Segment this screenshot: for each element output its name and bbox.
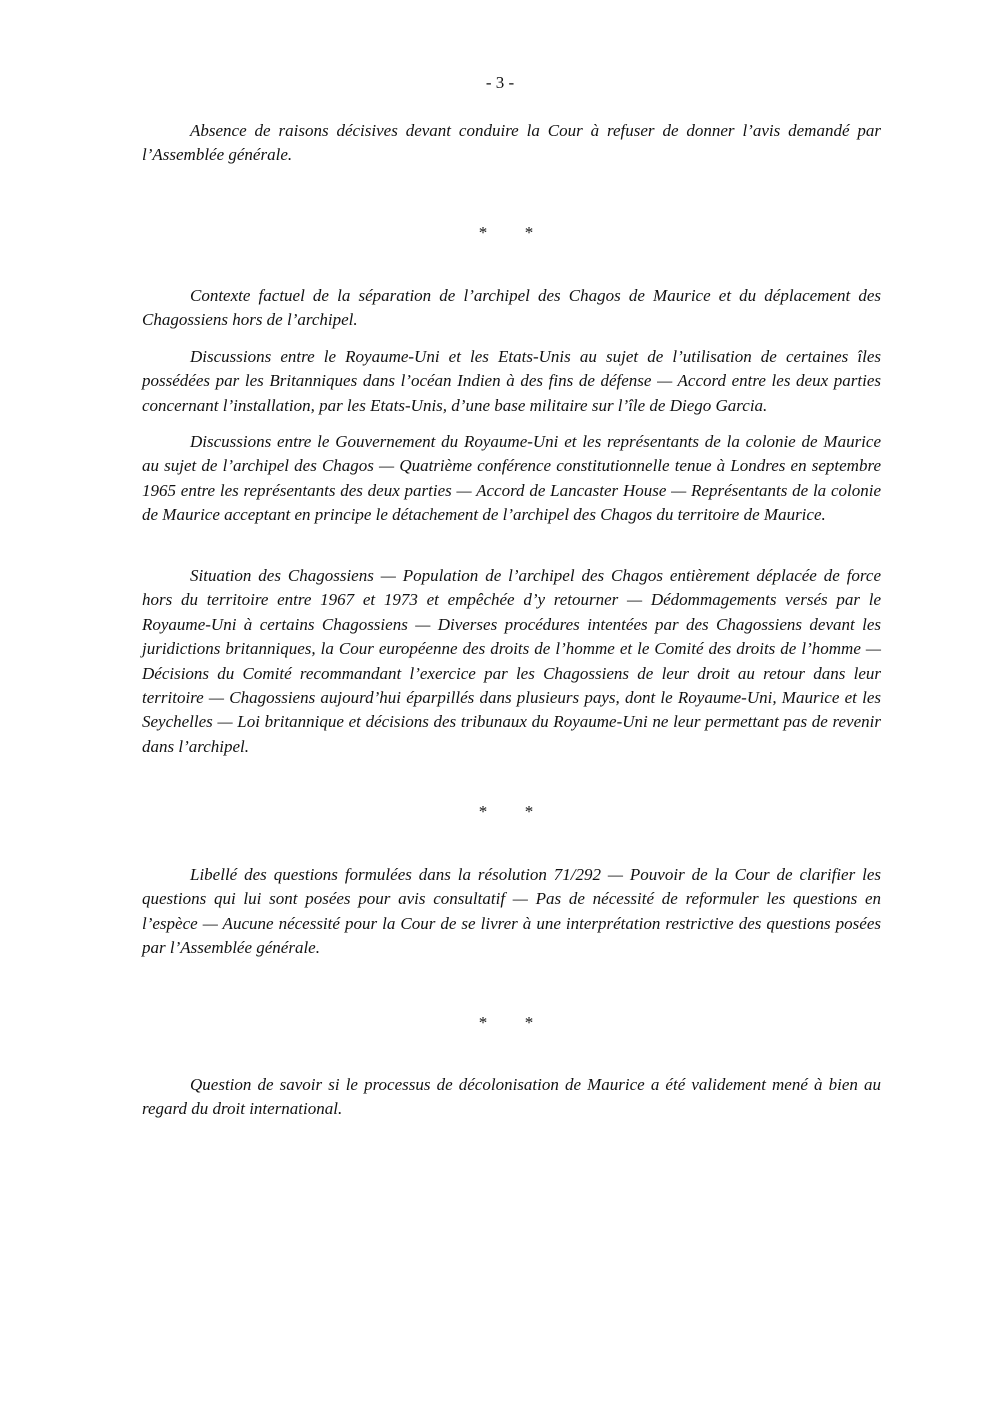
asterisk-left: *	[478, 223, 488, 242]
paragraph-discussions-etats-unis: Discussions entre le Royaume-Uni et les Etats-Unis au sujet de l’utilisation de certaines îles possédées par les Britanniques dans l’océan Indien à des fins de défense — Accord entre les deux parties concernant l’installation, par les Etats-Unis, d’une base militaire sur l’île de Diego Garcia.	[142, 347, 881, 415]
asterisk-right: *	[524, 802, 534, 821]
paragraph-situation-chagossiens: Situation des Chagossiens — Population de l’archipel des Chagos entièrement déplacée de force hors du territoire entre 1967 et 1973 et empêchée d’y retourner — Dédommagements versés par le Royaume-Uni à certains Chagossiens — Diverses procédures intentées par des Chagossiens devant les juridictions britanniques, la Cour européenne des droits de l’homme et le Comité des droits de l’homme — Décisions du Comité recommandant l’exercice par les Chagossiens de leur droit au retour dans leur territoire — Chagossiens aujourd’hui éparpillés dans plusieurs pays, dont le Royaume-Uni, Maurice et les Seychelles — Loi britannique et décisions des tribunaux du Royaume-Uni ne leur permettant pas de revenir dans l’archipel.	[142, 566, 881, 756]
paragraph-question-decolonisation: Question de savoir si le processus de décolonisation de Maurice a été validement mené à bien au regard du droit international.	[142, 1075, 881, 1119]
section-separator	[0, 1012, 1000, 1034]
asterisk-right: *	[524, 1013, 534, 1032]
section-separator	[0, 801, 1000, 823]
paragraph-contexte-factuel: Contexte factuel de la séparation de l’archipel des Chagos de Maurice et du déplacement des Chagossiens hors de l’archipel.	[142, 286, 881, 330]
paragraph-absence-raisons: Absence de raisons décisives devant conduire la Cour à refuser de donner l’avis demandé par l’Assemblée générale.	[142, 121, 881, 165]
paragraph-libelle-questions: Libellé des questions formulées dans la résolution 71/292 — Pouvoir de la Cour de clarifier les questions qui lui sont posées pour avis consultatif — Pas de nécessité de reformuler les questions en l’espèce — Aucune nécessité pour la Cour de se livrer à une interprétation restrictive des questions posées par l’Assemblée générale.	[142, 865, 881, 958]
page-number: - 3 -	[485, 73, 515, 92]
asterisk-right: *	[524, 223, 534, 242]
paragraph-discussions-gouvernement: Discussions entre le Gouvernement du Royaume-Uni et les représentants de la colonie de Maurice au sujet de l’archipel des Chagos — Quatrième conférence constitutionnelle tenue à Londres en septembre 1965 entre les représentants des deux parties — Accord de Lancaster House — Représentants de la colonie de Maurice acceptant en principe le détachement de l’archipel des Chagos du territoire de Maurice.	[142, 432, 881, 525]
asterisk-left: *	[478, 1013, 488, 1032]
section-separator	[0, 222, 1000, 244]
asterisk-left: *	[478, 802, 488, 821]
